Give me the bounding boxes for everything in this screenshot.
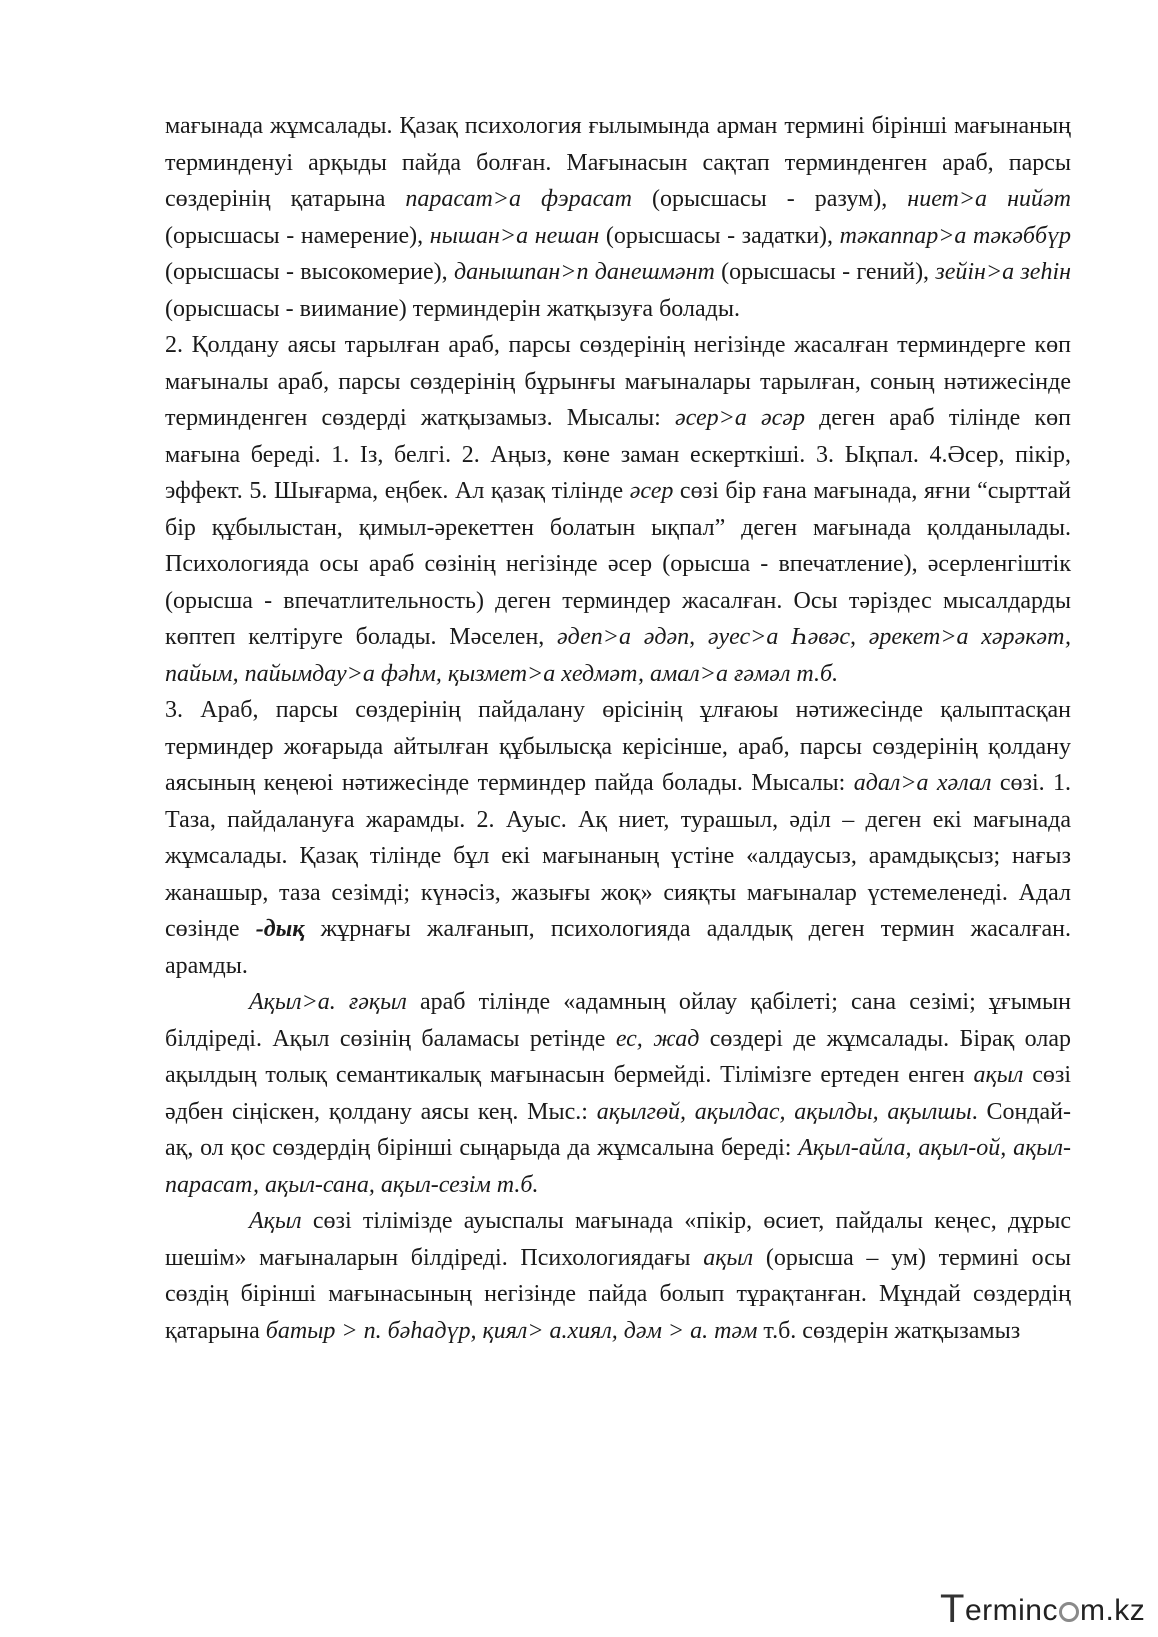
emphasized-term: ниет>а нийәт (907, 186, 1071, 212)
emphasized-term: Ақыл-айла, ақыл-ой, ақыл-парасат, ақыл-сана, ақыл-сезім т.б. (165, 1135, 1072, 1198)
text-run: (орысша – ум) термині осы сөздің бірінші мағынасының негізінде пайда болып тұрақтанған. Мұндай сөздердің қатарына (165, 1244, 1071, 1344)
emphasized-term: Ақыл>а. ғәқыл (249, 989, 407, 1015)
emphasized-term: батыр > п. бәһадүр, қиял> а.хиял, дәм > а. тәм (265, 1317, 758, 1344)
emphasized-term: адал>а хәлал (853, 770, 992, 796)
text-run: 3. Араб, парсы сөздерінің пайдалану өрісінің ұлғаюы нәтижесінде қалыптасқан терминдер жоғарыда айтылған құбылысқа керісінше, араб, парсы сөздерінің қолдану аясының кеңеюі нәтижесінде терминдер пайда болады. Мысалы: (165, 697, 1071, 796)
paragraph-1 (165, 108, 1071, 327)
text-run: сөзі. 1. Таза, пайдалануға жарамды. 2. Ауыс. Ақ ниет, турашыл, әділ – деген екі мағынада жұмсалады. Қазақ тілінде бұл екі мағынаның үстіне «алдаусыз, арамдықсыз; нағыз жанашыр, таза сезімді; күнәсіз, жазығы жоқ» сияқты мағыналар үстемеленеді. Адал сөзінде (165, 770, 1071, 942)
text-run: (орысшасы - разум), (631, 186, 908, 212)
emphasized-term: нышан>а нешан (429, 222, 600, 249)
document-body (165, 108, 1071, 1349)
paragraph-5 (165, 1203, 1071, 1349)
text-run: . Сондай-ақ, ол қос сөздердің бірінші сыңарыда да жұмсалына береді: (165, 1098, 1071, 1161)
text-run: (орысшасы - намерение), (165, 222, 430, 249)
emphasized-term: ес, жад (615, 1025, 700, 1052)
emphasized-term: Ақыл (249, 1208, 302, 1234)
emphasized-term: әсер>а әсәр (675, 405, 805, 431)
logo-ring-icon (1059, 1602, 1079, 1622)
text-run: сөзі бір ғана мағынада, яғни “сырттай бір құбылыстан, қимыл-әрекеттен болатын ықпал” деген мағынада қолданылады. Психологияда осы араб сөзінің негізінде әсер (орысша - впечатление), әсерленгіштік (орысша - впечатлительность) деген терминдер жасалған. Осы тәріздес мысалдарды көптеп келтіруге болады. Мәселен, (165, 478, 1072, 650)
text-run: (орысшасы - задатки), (599, 222, 840, 249)
text-run: (орысшасы - высокомерие), (165, 259, 454, 285)
termincom-watermark-logo (940, 1585, 1146, 1631)
text-run: сөзі әдбен сіңіскен, қолдану аясы кең. Мыс.: (165, 1062, 1071, 1125)
emphasized-term: -дық (255, 916, 305, 942)
emphasized-term: ақылгөй, ақылдас, ақылды, ақылшы (596, 1098, 972, 1125)
text-run: жұрнағы жалғанып, психологияда адалдық деген термин жасалған. арамды. (165, 916, 1071, 979)
text-run: мағынада жұмсалады. Қазақ психология ғылымында арман термині бірінші мағынаның терминденуі арқыды пайда болған. Мағынасын сақтап терминденген араб, парсы сөздерінің қатарына (165, 113, 1071, 212)
text-run: т.б. сөздерін жатқызамыз (757, 1317, 1021, 1344)
paragraph-2 (165, 327, 1071, 692)
emphasized-term: ақыл (703, 1244, 754, 1271)
text-run: (орысшасы - виимание) терминдерін жатқызуға болады. (165, 295, 740, 322)
emphasized-term: зейін>а зеһін (935, 259, 1072, 285)
emphasized-term: ақыл (973, 1062, 1024, 1088)
paragraph-4 (165, 984, 1071, 1203)
emphasized-term: парасат>а фэрасат (405, 186, 632, 212)
text-run: деген араб тілінде көп мағына береді. 1. Із, белгі. 2. Аңыз, көне заман ескерткіші. 3. Ықпал. 4.Әсер, пікір, эффект. 5. Шығарма, еңбек. Ал қазақ тілінде (165, 405, 1071, 504)
emphasized-term: әсер (629, 478, 674, 504)
text-run: сөзі тілімізде ауыспалы мағынада «пікір, өсиет, пайдалы кеңес, дұрыс шешім» мағыналарын білдіреді. Психологиядағы (165, 1208, 1071, 1271)
text-run: 2. Қолдану аясы тарылған араб, парсы сөздерінің негізінде жасалған терминдерге көп мағыналы араб, парсы сөздерінің бұрынғы мағыналары тарылған, соның нәтижесінде терминденген сөздерді жатқызамыз. Мысалы: (165, 332, 1071, 431)
emphasized-term: әдеп>а әдәп, әуес>а Һәвәс, әрекет>а хәрәкәт, пайым, пайымдау>а фәһм, қызмет>а хедмәт, амал>а ғәмәл т.б. (165, 624, 1071, 687)
paragraph-3 (165, 692, 1071, 984)
logo-text-end: m.kz (1079, 1594, 1146, 1627)
text-run: сөздері де жұмсалады. Бірақ олар ақылдың толық семантикалық мағынасын бермейді. Тілімізге ертеден енген (165, 1025, 1071, 1088)
logo-letter-t: T (940, 1587, 965, 1631)
emphasized-term: тәкаппар>а тәкәббүр (839, 222, 1072, 249)
logo-text-middle: erminc (964, 1594, 1058, 1627)
emphasized-term: данышпан>п данешмәнт (453, 259, 715, 285)
text-run: (орысшасы - гений), (714, 259, 936, 285)
text-run: араб тілінде «адамның ойлау қабілеті; сана сезімі; ұғымын білдіреді. Ақыл сөзінің баламасы ретінде (165, 989, 1071, 1052)
